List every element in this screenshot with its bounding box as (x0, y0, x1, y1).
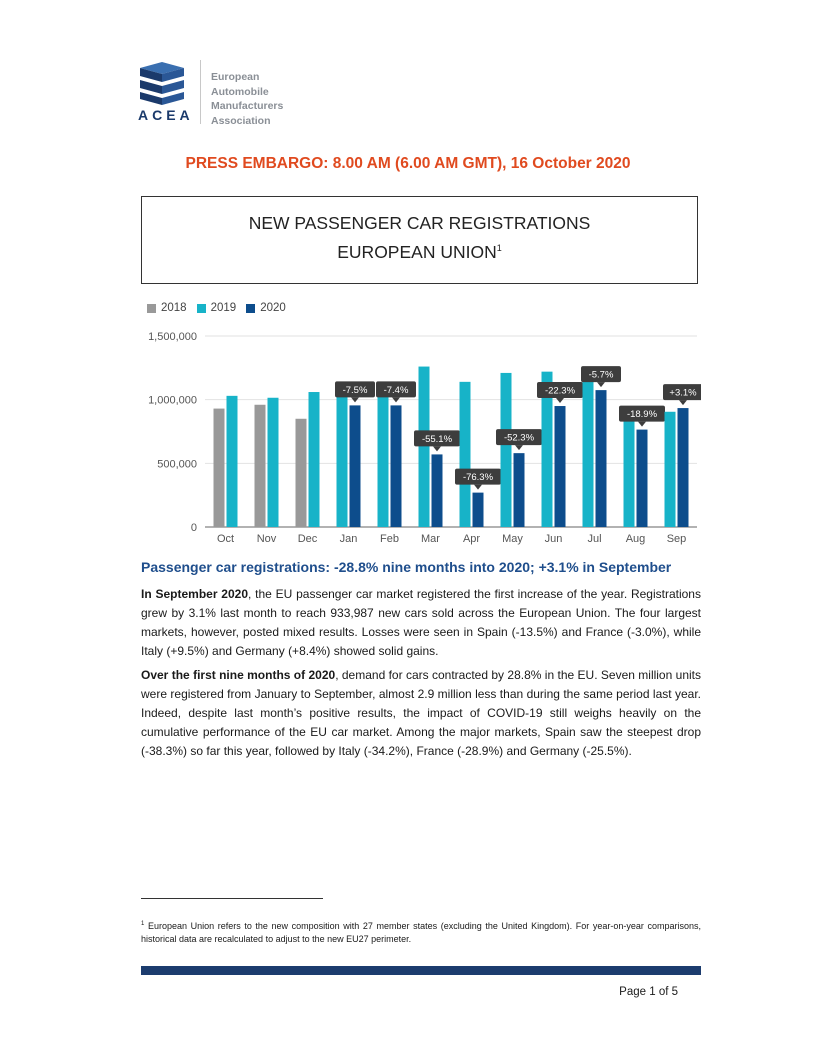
change-label: -5.7% (588, 369, 614, 381)
paragraph-body: , the EU passenger car market registered the first increase of the year. Registrations grew by 3.1% last month to reach 933,987 new cars sold across the European Union. The four largest markets, however, posted mixed results. Losses were seen in Spain (-13.5%) and France (-3.0%), while Italy (+9.5%) and Germany (+8.4%) showed solid gains. (141, 587, 701, 658)
x-tick-label: May (502, 533, 523, 545)
change-label: -76.3% (462, 472, 494, 484)
logo-line: Automobile (211, 85, 269, 98)
logo-divider (200, 60, 201, 124)
paragraph-body: , demand for cars contracted by 28.8% in the EU. Seven million units were registered from January to September, almost 2.9 million less than during the same period last year. Indeed, despite last month’s positive results, the impact of COVID-19 still weighs heavily on the cumulative performance of the EU car market. Among the major markets, Spain saw the steepest drop (-38.3%) so far this year, followed by Italy (-34.2%), France (-28.9%) and Germany (-25.5%). (141, 668, 701, 758)
legend-label: 2019 (210, 302, 237, 314)
change-label-pointer (433, 446, 441, 451)
paragraph-september (141, 585, 701, 661)
change-label: -22.3% (544, 385, 576, 397)
section-heading: Passenger car registrations: -28.8% nine months into 2020; +3.1% in September (141, 559, 672, 575)
bar-2019-aug (624, 407, 635, 527)
change-label-pointer (679, 400, 687, 405)
y-tick-label: 1,000,000 (148, 394, 197, 407)
title-line-2 (142, 242, 697, 263)
y-tick-label: 500,000 (157, 458, 197, 471)
bar-2019-sep (665, 412, 676, 527)
logo-abbreviation: ACEA (138, 107, 194, 123)
change-label: -52.3% (503, 432, 535, 444)
logo-line: Manufacturers (211, 100, 284, 112)
acea-logo (138, 60, 298, 126)
y-tick-label: 1,500,000 (148, 331, 197, 343)
acea-logo-icon (138, 60, 188, 106)
bar-2020-sep (678, 408, 689, 527)
bar-2020-mar (432, 454, 443, 527)
bar-2018-oct (214, 409, 225, 527)
bar-2020-jun (555, 406, 566, 527)
bar-2019-nov (268, 398, 279, 527)
x-tick-label: Sep (666, 533, 687, 545)
x-tick-label: Jul (587, 533, 602, 545)
title-line-1: NEW PASSENGER CAR REGISTRATIONS (248, 213, 591, 233)
x-tick-label: Dec (297, 533, 318, 545)
title-box (141, 196, 698, 284)
legend-label: 2020 (260, 302, 286, 314)
change-label: +3.1% (669, 387, 697, 399)
change-label: -18.9% (626, 409, 658, 421)
bar-2020-feb (391, 405, 402, 527)
change-label-pointer (597, 382, 605, 387)
change-label: -7.5% (342, 384, 368, 396)
x-tick-label: Feb (380, 533, 399, 545)
footnote-mark: 1 (141, 921, 145, 927)
logo-line: European (211, 71, 260, 83)
paragraph-lead: Over the first nine months of 2020 (141, 668, 336, 682)
bar-2020-jan (350, 405, 361, 527)
bar-2018-nov (255, 405, 266, 527)
title-line-2-text: EUROPEAN UNION (337, 242, 497, 262)
x-tick-label: Nov (256, 533, 277, 545)
change-label-pointer (638, 422, 646, 427)
x-tick-label: Aug (625, 533, 646, 545)
bar-2019-jan (337, 396, 348, 527)
paragraph-nine-months (141, 666, 701, 761)
registrations-chart (141, 296, 701, 552)
paragraph-lead: In September 2020 (141, 587, 248, 601)
bar-2019-mar (419, 367, 430, 527)
footnote (141, 918, 701, 945)
footnote-text: European Union refers to the new composition with 27 member states (excluding the United Kingdom). For year-on-year comparisons, historical data are recalculated to adjust to the new EU27 perimeter. (141, 921, 701, 944)
logo-wordmark (211, 70, 283, 128)
bar-2019-feb (378, 396, 389, 527)
bar-2019-dec (309, 392, 320, 527)
x-tick-label: Oct (216, 533, 235, 545)
logo-line: Association (211, 114, 271, 127)
change-label-pointer (556, 398, 564, 403)
bar-2019-oct (227, 396, 238, 527)
change-label-pointer (474, 485, 482, 490)
bar-2019-may (501, 373, 512, 527)
change-label: -7.4% (383, 384, 409, 396)
press-embargo: PRESS EMBARGO: 8.00 AM (6.00 AM GMT), 16 October 2020 (185, 155, 631, 172)
change-label: -55.1% (421, 433, 453, 445)
bar-2020-aug (637, 430, 648, 527)
bar-2019-apr (460, 382, 471, 527)
bar-2020-apr (473, 493, 484, 527)
change-label-pointer (515, 445, 523, 450)
x-tick-label: Jun (544, 533, 563, 545)
legend-label: 2018 (161, 302, 187, 314)
x-tick-label: Mar (421, 533, 440, 545)
bar-2018-dec (296, 419, 307, 527)
x-tick-label: Jan (339, 533, 358, 545)
x-tick-label: Apr (462, 533, 481, 545)
footer-bar (141, 966, 701, 975)
footnote-rule (141, 898, 323, 899)
chart-plot (141, 296, 701, 552)
y-tick-label: 0 (190, 522, 197, 534)
bar-2020-jul (596, 390, 607, 527)
page-number: Page 1 of 5 (619, 986, 678, 998)
bar-2019-jul (583, 382, 594, 527)
title-footnote-mark: 1 (496, 243, 502, 254)
bar-2020-may (514, 453, 525, 527)
